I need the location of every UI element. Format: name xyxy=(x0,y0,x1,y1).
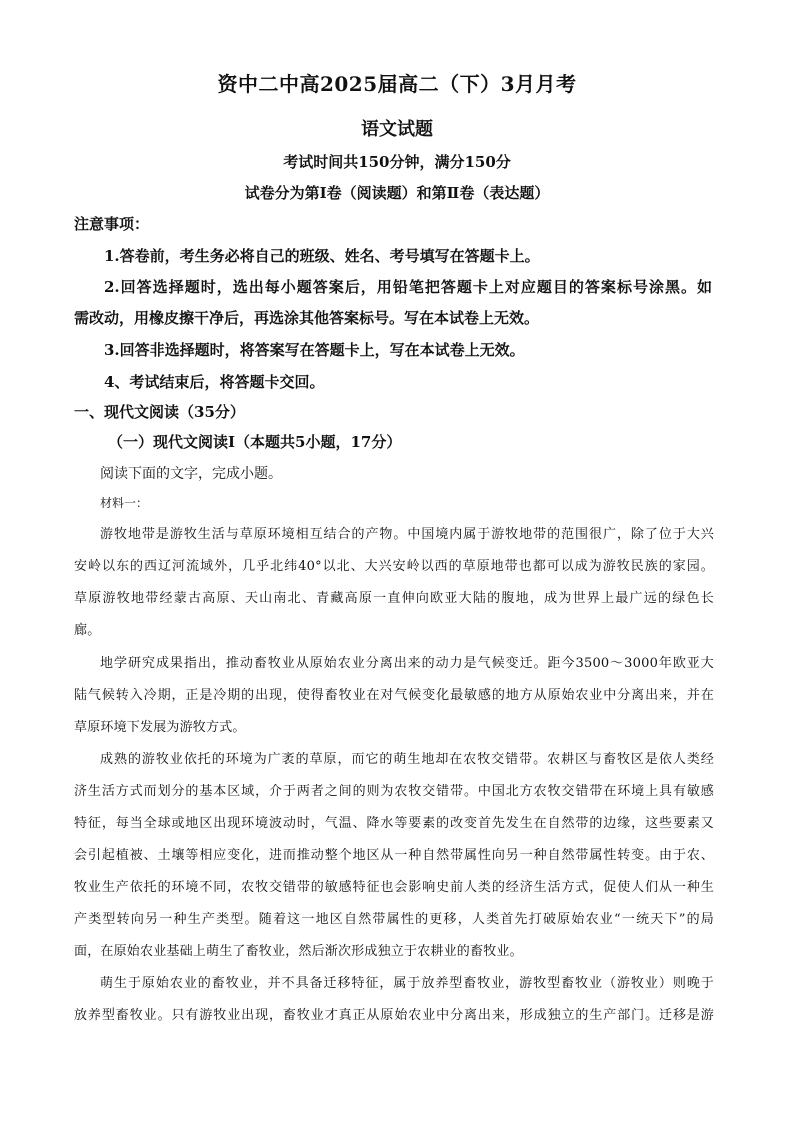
passage-line: 萌生于原始农业的畜牧业，并不具备迁移特征，属于放养型畜牧业，游牧型畜牧业（游牧业）则晚于 xyxy=(100,976,714,991)
passage-line: 会引起植被、土壤等相应变化，进而推动整个地区从一种自然带属性向另一种自然带属性转变。由于农、 xyxy=(74,848,714,863)
notice-item-1: 1.答卷前，考生务必将自己的班级、姓名、考号填写在答题卡上。 xyxy=(104,247,540,265)
passage-line: 地学研究成果指出，推动畜牧业从原始农业分离出来的动力是气候变迁。距今3500～3000年欧亚大 xyxy=(100,656,714,671)
passage-line: 济生活方式而划分的基本区域，介于两者之间的则为农牧交错带。中国北方农牧交错带在环境上具有敏感 xyxy=(74,784,714,799)
notice-item-4: 4、考试结束后，将答题卡交回。 xyxy=(104,373,325,391)
passage-line: 面，在原始农业基础上萌生了畜牧业，然后渐次形成独立于农耕业的畜牧业。 xyxy=(74,944,523,959)
passage-line: 放养型畜牧业。只有游牧业出现，畜牧业才真正从原始农业中分离出来，形成独立的生产部门。迁移是游 xyxy=(74,1008,714,1023)
exam-parts-info: 试卷分为第Ⅰ卷（阅读题）和第Ⅱ卷（表达题） xyxy=(244,184,550,202)
exam-subject: 语文试题 xyxy=(361,119,433,140)
passage-line: 陆气候转入冷期，正是冷期的出现，使得畜牧业在对气候变化最敏感的地方从原始农业中分离出来，并在 xyxy=(74,688,714,703)
passage-line: 成熟的游牧业依托的环境为广袤的草原，而它的萌生地却在农牧交错带。农耕区与畜牧区是依人类经 xyxy=(100,752,714,767)
subsection-heading: （一）现代文阅读Ⅰ（本题共5小题，17分） xyxy=(108,433,402,451)
notice-item-2-line-1: 2.回答选择题时，选出每小题答案后，用铅笔把答题卡上对应题目的答案标号涂黑。如 xyxy=(104,278,712,296)
passage-line: 草原环境下发展为游牧方式。 xyxy=(74,720,246,735)
passage-line: 特征，每当全球或地区出现环境波动时，气温、降水等要素的改变首先发生在自然带的边缘，这些要素又 xyxy=(74,816,714,831)
passage-line: 廊。 xyxy=(74,623,101,638)
exam-title: 资中二中高2025届高二（下）3月月考 xyxy=(217,72,577,96)
passage-line: 产类型转向另一种生产类型。随着这一地区自然带属性的更移，人类首先打破原始农业“一统天下”的局 xyxy=(74,912,714,927)
notice-heading: 注意事项： xyxy=(74,215,150,233)
section-heading: 一、现代文阅读（35分） xyxy=(74,403,245,421)
passage-line: 安岭以东的西辽河流域外，几乎北纬40°以北、大兴安岭以西的草原地带也都可以成为游牧民族的家园。 xyxy=(74,559,714,574)
passage-line: 草原游牧地带经蒙古高原、天山南北、青藏高原一直伸向欧亚大陆的腹地，成为世界上最广远的绿色长 xyxy=(74,591,714,606)
material-label: 材料一： xyxy=(100,496,149,510)
passage-line: 牧业生产依托的环境不同，农牧交错带的敏感特征也会影响史前人类的经济生活方式，促使人们从一种生 xyxy=(74,880,714,895)
passage-line: 游牧地带是游牧生活与草原环境相互结合的产物。中国境内属于游牧地带的范围很广，除了位于大兴 xyxy=(100,527,714,542)
exam-time-info: 考试时间共150分钟，满分150分 xyxy=(283,153,511,171)
notice-item-2-line-2: 需改动，用橡皮擦干净后，再选涂其他答案标号。写在本试卷上无效。 xyxy=(74,309,540,327)
notice-item-3: 3.回答非选择题时，将答案写在答题卡上，写在本试卷上无效。 xyxy=(104,341,525,359)
reading-instruction: 阅读下面的文字，完成小题。 xyxy=(100,466,282,482)
